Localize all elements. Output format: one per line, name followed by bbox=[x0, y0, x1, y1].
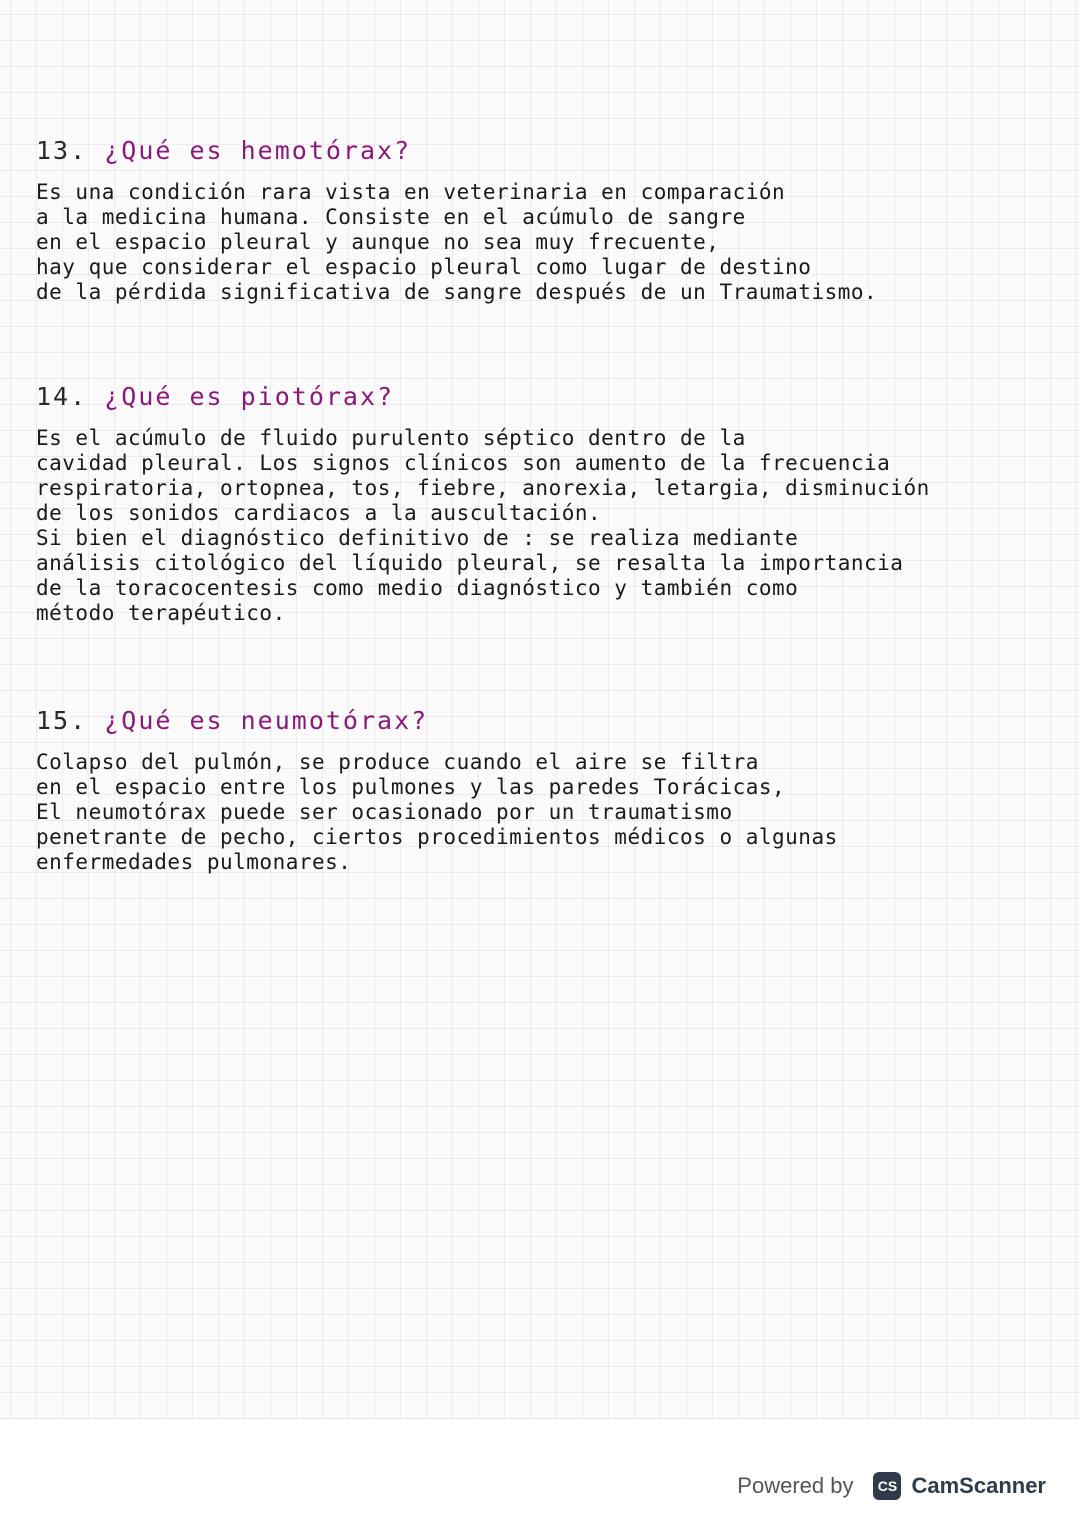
answer-line: de los sonidos cardiacos a la auscultación. bbox=[36, 501, 602, 525]
answer-line: hay que considerar el espacio pleural como lugar de destino bbox=[36, 255, 812, 279]
question-13-section bbox=[36, 136, 1016, 305]
camscanner-brand: CamScanner bbox=[911, 1473, 1046, 1498]
answer-line: análisis citológico del líquido pleural, se resalta la importancia bbox=[36, 551, 904, 575]
camscanner-watermark bbox=[737, 1466, 1046, 1506]
question-15-heading bbox=[36, 706, 1016, 736]
question-number: 13. bbox=[36, 136, 88, 165]
answer-line: a la medicina humana. Consiste en el acúmulo de sangre bbox=[36, 205, 746, 229]
question-15-answer bbox=[36, 750, 1016, 875]
answer-line: Colapso del pulmón, se produce cuando el aire se filtra bbox=[36, 750, 759, 774]
answer-line: en el espacio entre los pulmones y las paredes Torácicas, bbox=[36, 775, 786, 799]
powered-by-text: Powered by bbox=[737, 1473, 854, 1498]
question-title: ¿Qué es neumotórax? bbox=[104, 706, 429, 735]
question-13-answer bbox=[36, 180, 1016, 305]
answer-line: método terapéutico. bbox=[36, 601, 286, 625]
answer-line: Es una condición rara vista en veterinaria en comparación bbox=[36, 180, 786, 204]
camscanner-logo-icon: CS bbox=[873, 1472, 901, 1500]
answer-line: cavidad pleural. Los signos clínicos son aumento de la frecuencia bbox=[36, 451, 891, 475]
question-14-answer bbox=[36, 426, 1016, 626]
answer-line: El neumotórax puede ser ocasionado por un traumatismo bbox=[36, 800, 733, 824]
answer-line: Es el acúmulo de fluido purulento séptico dentro de la bbox=[36, 426, 746, 450]
answer-line: de la toracocentesis como medio diagnóstico y también como bbox=[36, 576, 799, 600]
answer-line: en el espacio pleural y aunque no sea muy frecuente, bbox=[36, 230, 720, 254]
question-14-heading bbox=[36, 382, 1016, 412]
question-title: ¿Qué es hemotórax? bbox=[104, 136, 412, 165]
question-15-section bbox=[36, 706, 1016, 875]
answer-line: respiratoria, ortopnea, tos, fiebre, anorexia, letargia, disminución bbox=[36, 476, 930, 500]
question-number: 15. bbox=[36, 706, 88, 735]
question-13-heading bbox=[36, 136, 1016, 166]
question-title: ¿Qué es piotórax? bbox=[104, 382, 395, 411]
answer-line: penetrante de pecho, ciertos procedimientos médicos o algunas bbox=[36, 825, 838, 849]
answer-line: de la pérdida significativa de sangre después de un Traumatismo. bbox=[36, 280, 878, 304]
answer-line: enfermedades pulmonares. bbox=[36, 850, 352, 874]
question-number: 14. bbox=[36, 382, 88, 411]
question-14-section bbox=[36, 382, 1016, 626]
answer-line: Si bien el diagnóstico definitivo de : se realiza mediante bbox=[36, 526, 799, 550]
